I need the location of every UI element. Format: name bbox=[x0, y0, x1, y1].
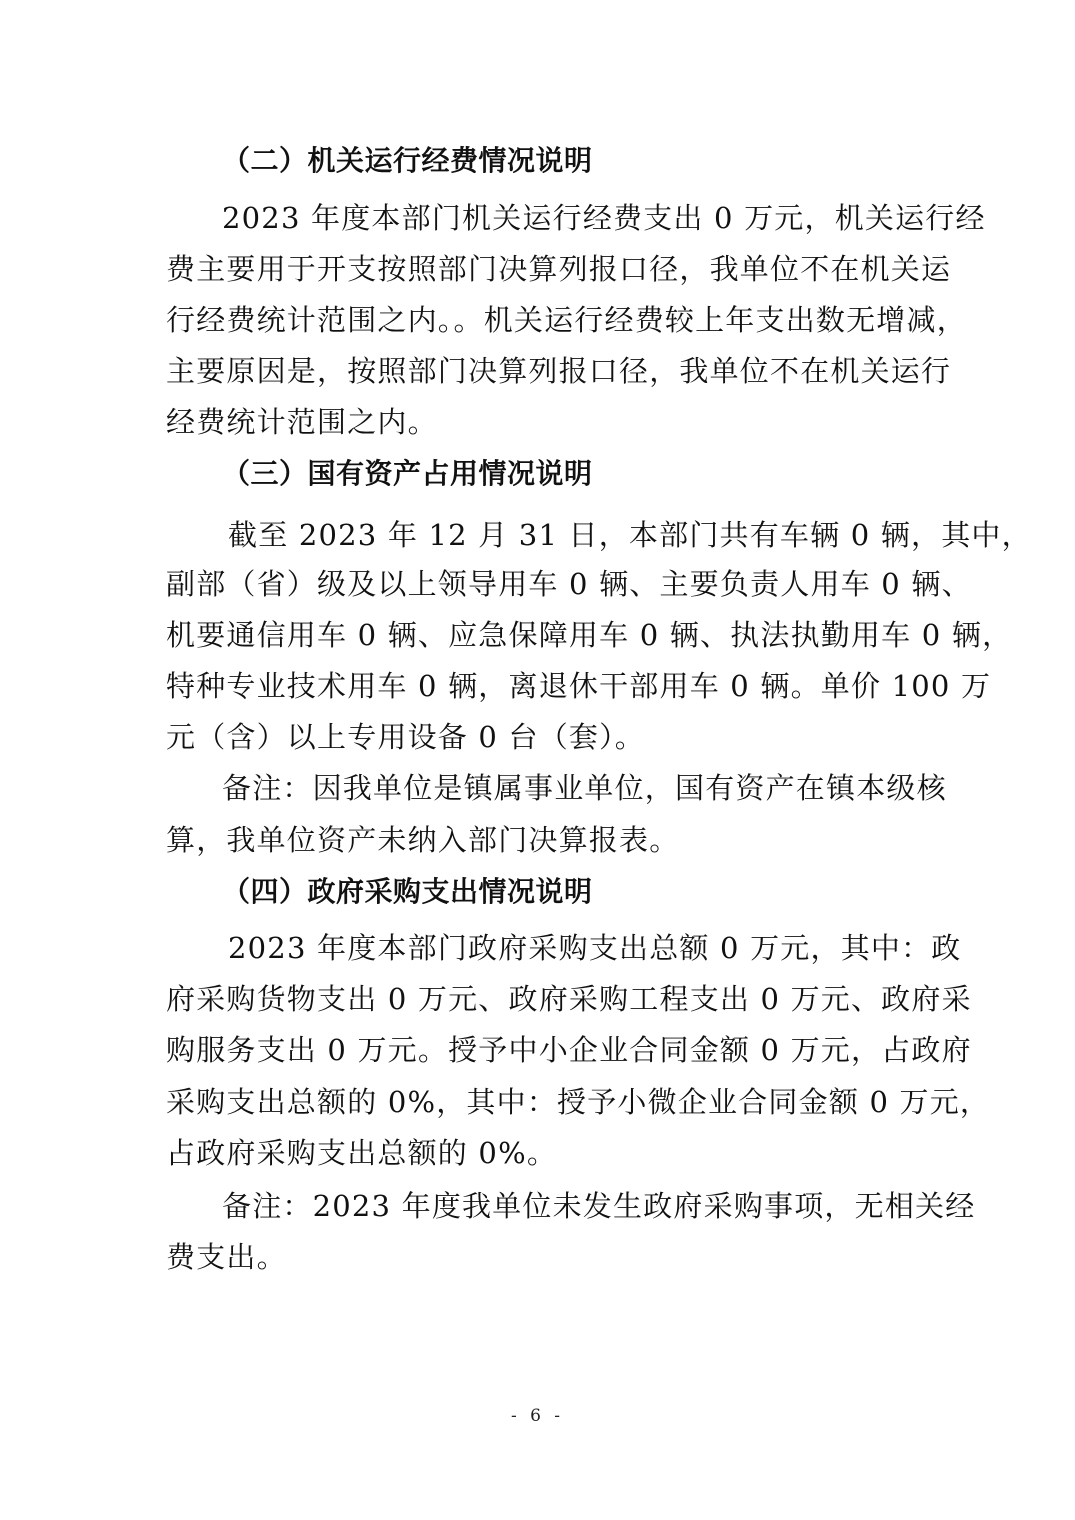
paragraph-line: 副部（省）级及以上领导用车 0 辆、主要负责人用车 0 辆、 bbox=[166, 567, 972, 601]
paragraph-line: 占政府采购支出总额的 0%。 bbox=[166, 1136, 558, 1170]
paragraph-line: 采购支出总额的 0%，其中：授予小微企业合同金额 0 万元， bbox=[166, 1085, 991, 1119]
paragraph-line: 特种专业技术用车 0 辆，离退休干部用车 0 辆。单价 100 万 bbox=[166, 669, 992, 703]
section-heading-2: （二）机关运行经费情况说明 bbox=[222, 144, 593, 177]
paragraph-line: 府采购货物支出 0 万元、政府采购工程支出 0 万元、政府采 bbox=[166, 982, 972, 1016]
note-line: 备注：因我单位是镇属事业单位，国有资产在镇本级核 bbox=[222, 771, 947, 805]
note-line: 备注：2023 年度我单位未发生政府采购事项，无相关经 bbox=[222, 1189, 976, 1223]
paragraph-line: 经费统计范围之内。 bbox=[166, 405, 438, 439]
section-heading-3: （三）国有资产占用情况说明 bbox=[222, 457, 593, 490]
paragraph-line: 元（含）以上专用设备 0 台（套）。 bbox=[166, 720, 645, 754]
note-line: 费支出。 bbox=[166, 1240, 287, 1274]
paragraph-line: 截至 2023 年 12 月 31 日，本部门共有车辆 0 辆，其中， bbox=[228, 518, 1032, 552]
paragraph-line: 行经费统计范围之内。。机关运行经费较上年支出数无增减， bbox=[166, 303, 967, 337]
paragraph-line: 机要通信用车 0 辆、应急保障用车 0 辆、执法执勤用车 0 辆， bbox=[166, 618, 1013, 652]
section-heading-4: （四）政府采购支出情况说明 bbox=[222, 875, 593, 908]
page-number: - 6 - bbox=[510, 1406, 565, 1426]
paragraph-line: 费主要用于开支按照部门决算列报口径，我单位不在机关运 bbox=[166, 252, 952, 286]
paragraph-line: 2023 年度本部门政府采购支出总额 0 万元，其中：政 bbox=[228, 931, 962, 965]
paragraph-line: 购服务支出 0 万元。授予中小企业合同金额 0 万元，占政府 bbox=[166, 1033, 972, 1067]
paragraph-line: 主要原因是，按照部门决算列报口径，我单位不在机关运行 bbox=[166, 354, 952, 388]
paragraph-line: 2023 年度本部门机关运行经费支出 0 万元，机关运行经 bbox=[222, 201, 986, 235]
note-line: 算，我单位资产未纳入部门决算报表。 bbox=[166, 823, 680, 857]
